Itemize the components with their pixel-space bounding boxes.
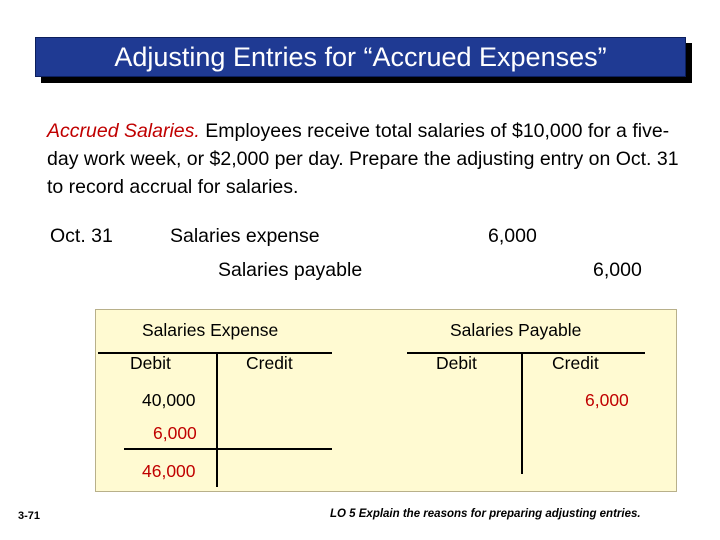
t-account-credit-entry: 6,000 [585,390,629,410]
title-banner [35,37,686,77]
journal-debit-amount: 6,000 [488,225,537,247]
t-account-debit-entry: 40,000 [142,390,196,410]
t-account-title: Salaries Payable [450,320,582,340]
journal-date: Oct. 31 [50,225,113,247]
intro-highlight: Accrued Salaries. [47,120,200,142]
t-account-debit-label: Debit [436,353,477,373]
t-account-debit-entry: 6,000 [153,423,197,443]
t-account-debit-total: 46,000 [142,461,196,481]
journal-credit-amount: 6,000 [593,259,642,281]
t-account-total-line [124,448,332,450]
t-account-divider [216,352,218,487]
intro-text: Employees receive total salaries of $10,000 for a five-day work week, or $2,000 per day. Prepare the adjusting entry on Oct. 31 to record accrual for salaries. [47,120,679,198]
t-account-debit-label: Debit [130,353,171,373]
t-account-title: Salaries Expense [142,320,279,340]
learning-objective: LO 5 Explain the reasons for preparing adjusting entries. [330,508,641,520]
t-account-credit-label: Credit [552,353,599,373]
slide-title: Adjusting Entries for “Accrued Expenses” [114,41,607,72]
t-account-divider [521,352,523,474]
t-account-credit-label: Credit [246,353,293,373]
slide-number: 3-71 [18,510,41,522]
journal-credit-account: Salaries payable [218,259,363,281]
t-accounts-panel [95,309,677,492]
journal-debit-account: Salaries expense [170,225,320,247]
intro-paragraph [47,117,687,201]
